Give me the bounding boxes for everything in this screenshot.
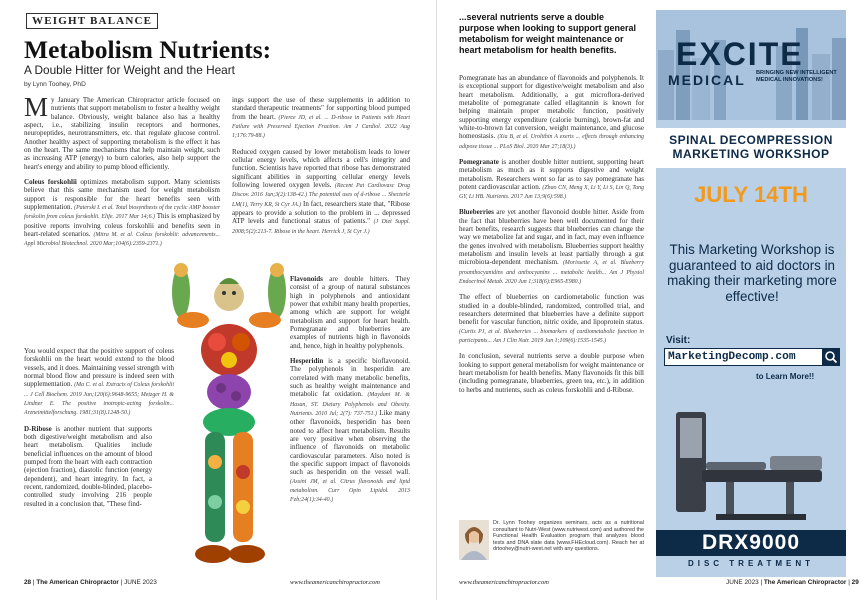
search-icon[interactable] [822,348,840,366]
pull-quote: ...several nutrients serve a double purpose when looking to support general metabolism for weight maintenance or heart metabolism for health benefits. [459,12,637,55]
left-column-1 [24,92,221,255]
ribose-continued-paragraph: ings support the use of these supplements in addition to standard therapeutic treatments" for supporting blood pumped from the heart. (Pierce JD, et al. ... D-ribose in Patients with Heart Failure with Preserved Ejection Fraction. Am J Cardiol. 2022 Aug 1;176:79-88.) [232,96,411,140]
ribose-paragraph: D-Ribose is another nutrient that supports both digestive/weight metabolism and also heart metabolism. Qualities include beneficial influences on the amount of blood pumped from the heart with each contraction (ejection fraction), diastolic function (energy dependent), and heart integrity. In fact, a recent, randomized, double-blinded, placebo-controlled study involving 216 people resulted in a conclusion that, "These find- [24,424,152,508]
conclusion-paragraph: In conclusion, several nutrients serve a double purpose when looking to support general metabolism for weight maintenance or heart metabolism for health benefits. Many flavonoids fit this bill (including pomegranate, blueberries, green tea, etc.), in addition to herbs and nutrients, such as coleus forskohlii and d-Ribose. [459,352,644,394]
product-subtitle: DISC TREATMENT [687,559,815,568]
brand-logo-text: EXCITE [676,36,804,72]
brand-logo-subtext: MEDICAL [668,72,746,88]
banner-line-1: SPINAL DECOMPRESSION [669,133,833,147]
left-column-2b [290,275,410,512]
hesperidin-paragraph: Hesperidin is a specific bioflavonoid. The polyphenols in hesperidin are correlated with many metabolic benefits, such as healthy weight maintenance and metabolic fat oxidation. (Maydani M. & Hasan, ST. Dietary Polyphenols and Obesity. Nutrients. 2010 Jul; 2(7): 737-751.) Like many other flavonoids, hesperidin has been noted to affect heart metabolism. Results are very positive when observing the influence of flavonoids on metabolic cardiovascular parameters. Also noted is the specific support impact of flavonoids such as hesperidin on the vessel wall. (Assini JM, et al. Citrus flavonoids and lipid metabolism. Curr Opin Lipidol. 2013 Feb;24(1):34-40.) [290,356,411,504]
right-footer: JUNE 2023 | The American Chiropractor | 29 [726,579,859,586]
blueberries-paragraph: Blueberries are yet another flavonoid double hitter. Aside from the fact that blueberries have been well documented for their heart benefits, research suggests that blueberries can change the way we metabolize fat and sugar, and in fact, may even influence the genes involved with metabolism. Blueberries support healthy metabolism and insulin levels at least partially through a gut microbiota-dependent mechanism. (Morissette A, et al. Blueberry proanthocyanidins and anthocyanins ... metabolic health... Am J Physiol Endocrinol Metab. 2020 Jun 1;318(6):E965-E980.) [459,208,645,286]
advertisement[interactable] [656,10,846,577]
page-spine [436,0,437,600]
workshop-url-link[interactable]: MarketingDecomp.com [664,348,824,366]
flavonoids-paragraph: Flavonoids are double hitters. They consist of a group of natural substances high in polyphenols and antioxidant power that exhibit many health properties, among which are support for weight metabolism and support for heart health. Pomegranate and blueberries are examples of nutrients high in flavonoids and, hence, high in healthy polyphenols. [290,275,410,350]
oxygen-paragraph: Reduced oxygen caused by lower metabolism leads to lower cellular energy levels, which affects a cell's integrity and function. Scientists have reported that ribose has demonstrated significant abilities in supporting cellular energy levels following lowered oxygen levels. (Recent Pat Cardiovasc Drug Discov. 2016 Jun;3(2):138-42.) The potential uses of d-ribose ... Shecterle LM(1), Terry KR, St Cyr JA.) In fact, researchers state that, "Ribose appears to provide a solution to the problem in ... depressed ATP levels and functional status of patients." (J Diet Suppl. 2008;5(2):213-7. Ribose in the heart. Herrick J, St Cyr J.) [232,147,411,235]
pomegranate-paragraph: Pomegranate is another double hitter nutrient, supporting heart metabolism as much as it supports digestive and weight metabolism. Researchers went so far as to say pomegranate has potent cardiovascular action. (Zhao CN, Meng X, Li Y, Li S, Lin Q, Tang GY, Li HB. Nutrients. 2017 Jun 13;9(6):598.) [459,157,644,201]
section-tag: WEIGHT BALANCE [26,13,158,29]
workshop-date: JULY 14TH [694,182,808,207]
article-subtitle: A Double Hitter for Weight and the Heart [24,63,235,77]
workshop-pitch: This Marketing Workshop is guaranteed to aid doctors in making their marketing more effective! [667,242,837,304]
banner-line-2: MARKETING WORKSHOP [672,147,830,161]
left-footer-url: www.theamericanchiropractor.com [290,579,380,586]
left-footer: 28 | The American Chiropractor | JUNE 2023 [24,579,157,586]
brand-tagline: BRINGING NEW INTELLIGENT MEDICAL INNOVATIONS! [756,70,837,83]
author-bio: Dr. Lynn Toohey organizes seminars, acts as a nutritional consultant to Nutri-West (www.nutriwest.com) and authored the Functional Health Evaluation program that analyzes blood tests and DNA slate data (www.FHEcloud.com). Reach her at drtoohey@nutri-west.net with any questions. [493,520,644,552]
right-footer-url: www.theamericanchiropractor.com [459,579,549,586]
decompression-table-image [666,392,836,532]
intro-paragraph: My January The American Chiropractor article focused on nutrients that support metabolism to foster a healthy weight balance. Obviously, weight balance also has a healthy aspect, i.e., stabilizing insulin receptors and hormones, neuropeptides, neurotransmitters, etc. that regulate glucose control. Another healthy aspect of supporting metabolism is the effect it has on the heart. The same mechanisms that help maintain weight, such as increasing ATP (energy) to burn calories, also help support the heart's energy and ability to pump blood efficiently. [24,92,220,171]
byline: by Lynn Toohey, PhD [24,81,86,88]
coleus-paragraph: Coleus forskohlii optimizes metabolism support. Many scientists believe that this same mechanism used for weight metabolism support is responsible for the heart benefits seen with supplementation. (Paterski I. et al. Total biosynthesis of the cyclic AMP booster forskolin from coleus forskohlii. Elife. 2017 Mar 14;6.) This is emphasized by positive reports involving coleus forskohlii and benefits seen in heart-related scenarios. (Mitra M. et al. Coleus forskohlii: advancements... Appl Microbiol Biotechnol. 2020 Mar;104(6):2359-2371.) [24,177,221,248]
vessel-paragraph: You would expect that the positive support of coleus forskohlii on the heart would extend to the blood vessels, and it does. Maintaining vessel strength with normal blood flow and pressure is indeed seen with supplementation. (Ma C. et al. Extracts of Coleus forskohlii ... J Cell Biochem. 2019 Jun;120(6):9648-9655; Metzger H. & Lindner E. The positive inotropic-acting forskolin... Arzneimittelforschung. 1981;31(8).1248-50.) [24,347,174,417]
author-photo [459,520,489,560]
article-title: Metabolism Nutrients: [24,35,272,64]
learn-more-text: to Learn More!! [756,372,815,381]
workshop-banner [656,128,846,168]
pomegranate-intro-paragraph: Pomegranate has an abundance of flavonoids and polyphenols. It is exceptional support for digestive/weight metabolism and also heart metabolism. Additionally, a gut microflora-derived metabolite of pomegranate called ellagitannin is known for helping maintain proper metabolic function, positively supporting energy expenditure (calorie burning), brown-fat and white-to-brown fat conversion, weight maintenance, and glucose homeostasis. (Xia B, et al. Urolithin A exerts ... effects through enhancing adipose tissue ... PLoS Biol. 2020 Mar 27;18(3).) [459,74,644,150]
left-column-2 [232,96,410,243]
visit-label: Visit: [666,335,691,346]
fruit-vegetable-figure-illustration [165,262,293,578]
product-name: DRX9000 [656,530,846,556]
blueberry-trial-paragraph: The effect of blueberries on cardiometabolic function was studied in a double-blinded, randomized, controlled trial, and researchers determined that blueberries have a definite support benefit for vascular function, nitric oxide, and lipoprotein status. (Curtis PJ, et al. Blueberries ... biomarkers of cardiometabolic function in participants... Am J Clin Nutr. 2019 Jun 1;109(6):1535-1545.) [459,293,644,345]
right-column [459,74,644,401]
left-column-1b [24,347,174,515]
drop-cap: M [24,92,49,122]
